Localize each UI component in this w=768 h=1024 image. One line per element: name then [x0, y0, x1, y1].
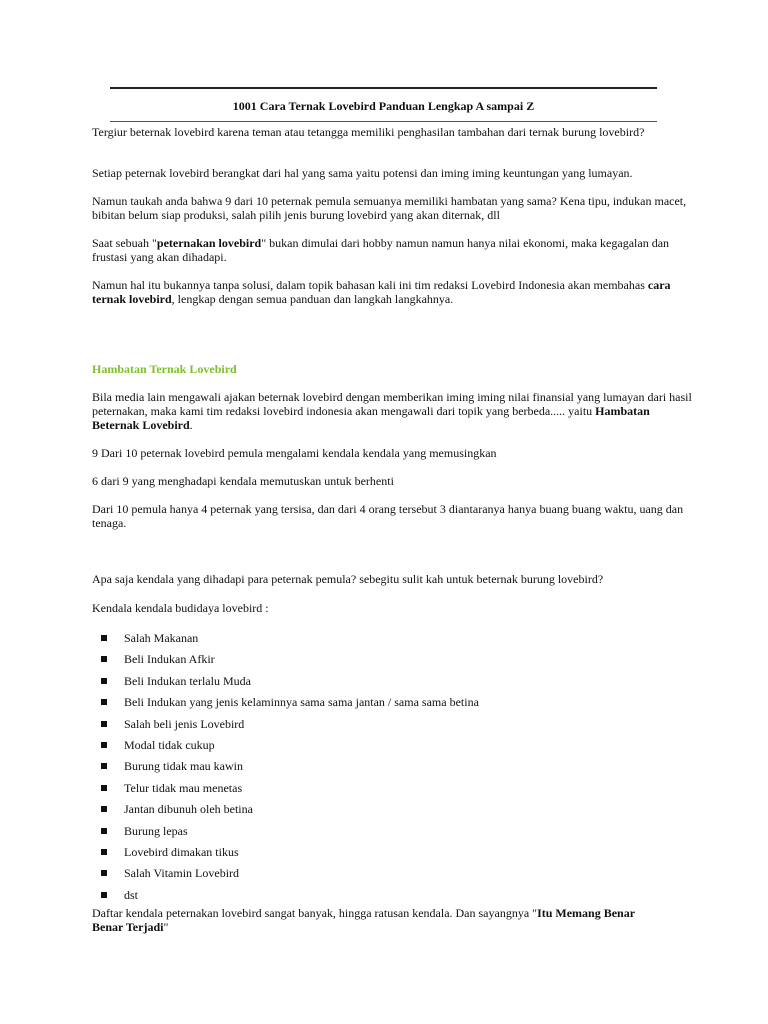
list-item: Beli Indukan yang jenis kelaminnya sama sama jantan / sama sama betina: [92, 695, 652, 716]
obstacle-list: [92, 631, 652, 902]
bullet-square-icon: [101, 699, 107, 705]
list-item: Salah beli jenis Lovebird: [92, 717, 652, 738]
bullet-square-icon: [101, 785, 107, 791]
list-item: Burung tidak mau kawin: [92, 759, 652, 780]
intro-paragraph-3: Namun taukah anda bahwa 9 dari 10 peternak pemula semuanya memiliki hambatan yang sama? Kena tipu, indukan macet, bibitan belum siap produksi, salah pilih jenis burung lovebird yang akan diternak, dll: [92, 194, 687, 222]
list-item: dst: [92, 888, 652, 902]
section-paragraph-2: 9 Dari 10 peternak lovebird pemula mengalami kendala kendala yang memusingkan: [92, 446, 497, 460]
section-paragraph-4: Dari 10 pemula hanya 4 peternak yang tersisa, dan dari 4 orang tersebut 3 diantaranya hanya buang buang waktu, uang dan tenaga.: [92, 502, 684, 530]
bullet-square-icon: [101, 742, 107, 748]
section-paragraph-6: Kendala kendala budidaya lovebird :: [92, 601, 269, 615]
section-heading: Hambatan Ternak Lovebird: [92, 362, 237, 376]
p5-bold: cara ternak lovebird: [92, 278, 671, 306]
intro-paragraph-2: Setiap peternak lovebird berangkat dari hal yang sama yaitu potensi dan iming iming keuntungan yang lumayan.: [92, 166, 633, 180]
p4-text-c: " bukan dimulai dari hobby namun namun hanya nilai ekonomi, maka kegagalan dan frustasi yang akan dihadapi.: [92, 236, 670, 264]
s1-bold: Hambatan Beternak Lovebird: [92, 404, 650, 432]
top-rule: [110, 87, 657, 89]
bullet-square-icon: [101, 635, 107, 641]
section-paragraph-5: Apa saja kendala yang dihadapi para peternak pemula? sebegitu sulit kah untuk beternak burung lovebird?: [92, 572, 604, 586]
document-title: 1001 Cara Ternak Lovebird Panduan Lengkap A sampai Z: [232, 99, 535, 113]
bullet-square-icon: [101, 721, 107, 727]
bullet-square-icon: [101, 806, 107, 812]
closing-text-a: Daftar kendala peternakan lovebird sangat banyak, hingga ratusan kendala. Dan sayangnya ": [92, 906, 538, 920]
list-item: Salah Makanan: [92, 631, 652, 652]
list-item: Beli Indukan Afkir: [92, 652, 652, 673]
bullet-square-icon: [101, 892, 107, 898]
intro-paragraph-5: [92, 278, 692, 306]
bullet-square-icon: [101, 656, 107, 662]
list-item: Jantan dibunuh oleh betina: [92, 802, 652, 823]
list-item: Beli Indukan terlalu Muda: [92, 674, 652, 695]
list-item: Burung lepas: [92, 824, 652, 845]
p4-bold: peternakan lovebird: [156, 236, 262, 250]
section-paragraph-3: 6 dari 9 yang menghadapi kendala memutuskan untuk berhenti: [92, 474, 394, 488]
intro-paragraph-1: Tergiur beternak lovebird karena teman atau tetangga memiliki penghasilan tambahan dari ternak burung lovebird?: [92, 125, 645, 139]
bullet-square-icon: [101, 870, 107, 876]
p5-text-a: Namun hal itu bukannya tanpa solusi, dalam topik bahasan kali ini tim redaksi Lovebird Indonesia akan membahas: [92, 278, 648, 292]
section-paragraph-1: [92, 390, 692, 432]
list-item: Salah Vitamin Lovebird: [92, 866, 652, 887]
p5-text-c: , lengkap dengan semua panduan dan langkah langkahnya.: [171, 292, 454, 306]
s1-text-c: .: [189, 418, 193, 432]
title-underline: [110, 121, 657, 122]
closing-paragraph: [92, 906, 652, 934]
bullet-square-icon: [101, 849, 107, 855]
closing-text-c: ": [163, 920, 169, 934]
s1-text-a: Bila media lain mengawali ajakan beternak lovebird dengan memberikan iming iming nilai finansial yang lumayan dari hasil peternakan, maka kami tim redaksi lovebird indonesia akan mengawali dari topik yang berbeda..... yaitu: [92, 390, 692, 418]
list-item: Telur tidak mau menetas: [92, 781, 652, 802]
list-item: Modal tidak cukup: [92, 738, 652, 759]
bullet-square-icon: [101, 763, 107, 769]
bullet-square-icon: [101, 678, 107, 684]
p4-text-a: Saat sebuah ": [92, 236, 157, 250]
list-item: Lovebird dimakan tikus: [92, 845, 652, 866]
closing-bold: Itu Memang Benar Benar Terjadi: [92, 906, 635, 934]
intro-paragraph-4: [92, 236, 692, 264]
bullet-square-icon: [101, 828, 107, 834]
